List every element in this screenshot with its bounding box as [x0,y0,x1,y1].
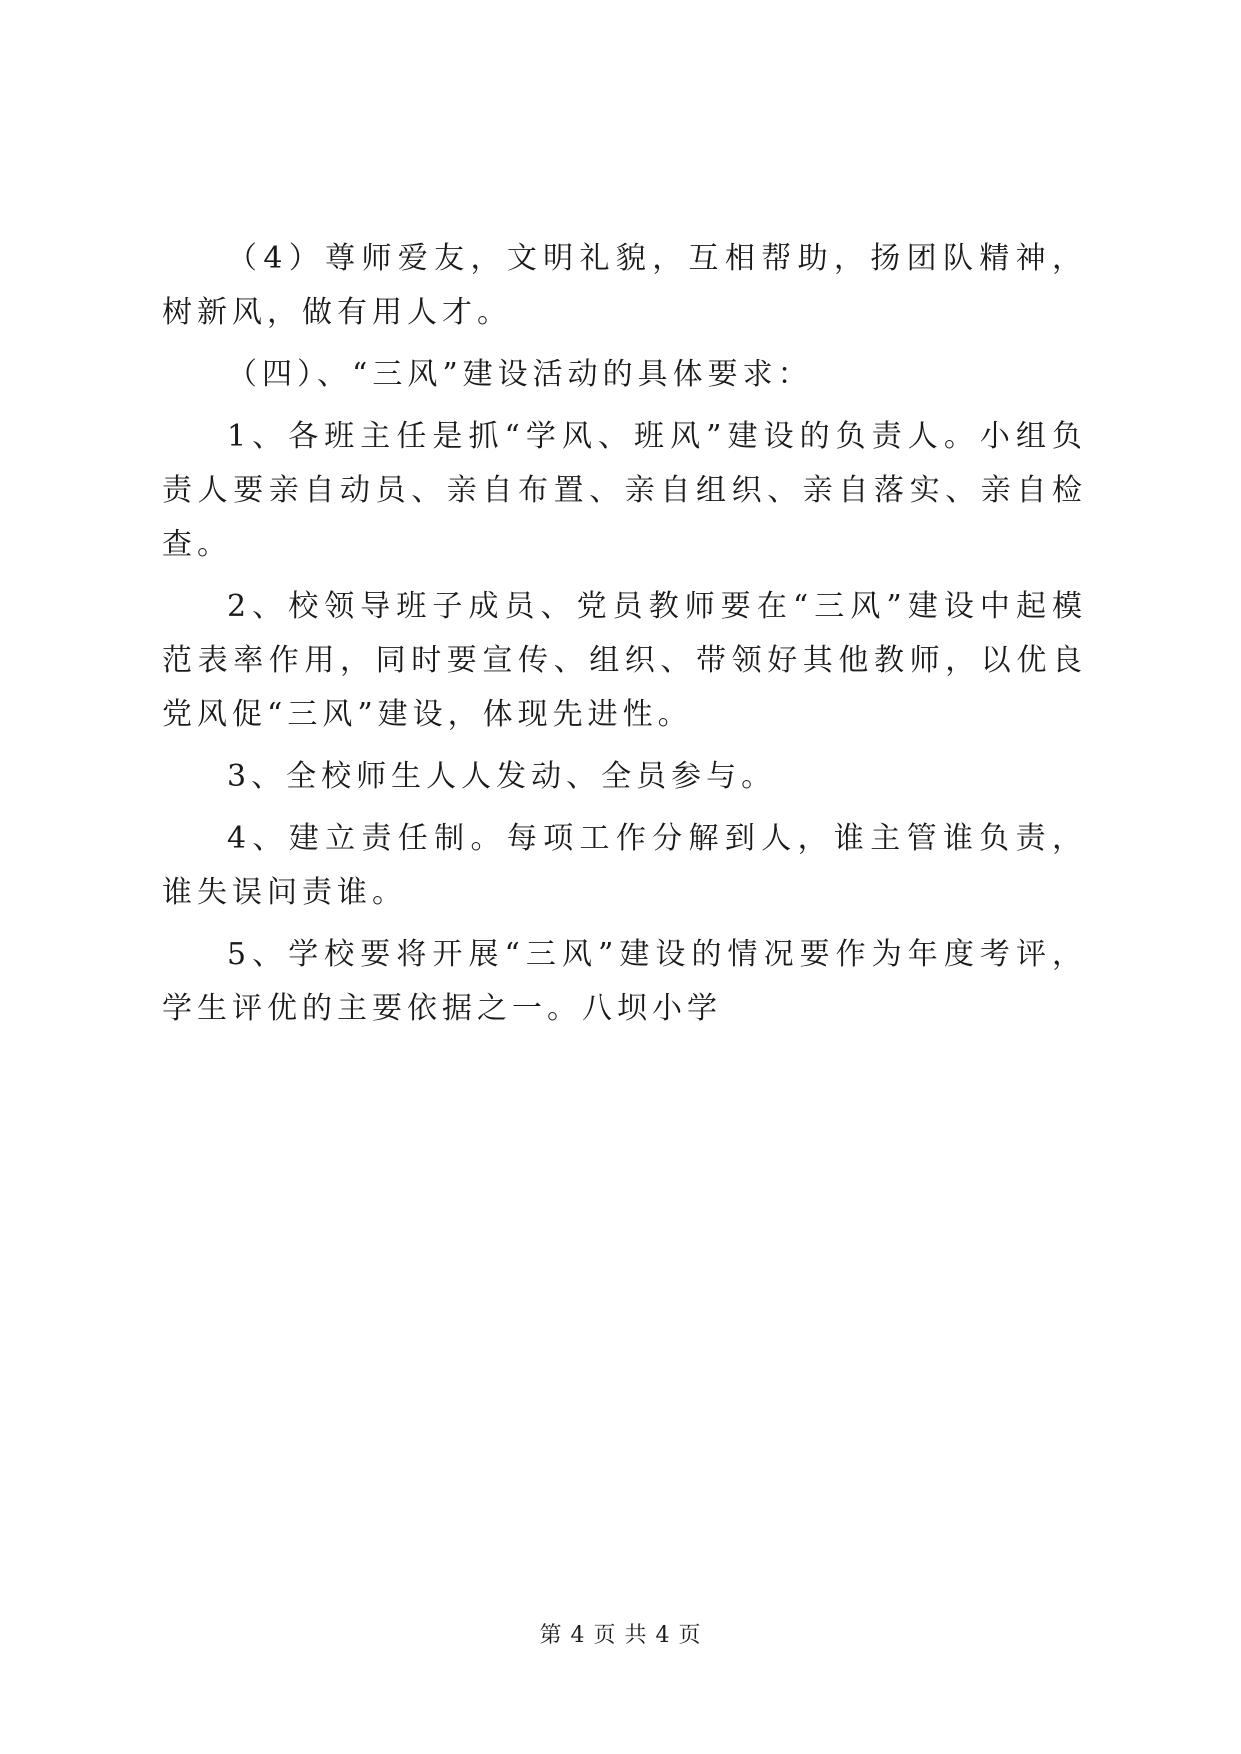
section-heading-requirements: （四）、“三风”建设活动的具体要求： [227,357,813,392]
page-number-footer: 第 4 页 共 4 页 [539,1623,702,1648]
paragraph-4-respect: （4）尊师爱友，文明礼貌，互相帮助，扬团队精神，树新风，做有用人才。 [162,241,1087,330]
document-body [162,232,1087,1044]
paragraph-requirement-2: 2、校领导班子成员、党员教师要在“三风”建设中起模范表率作用，同时要宣传、组织、带领好其他教师，以优良党风促“三风”建设，体现先进性。 [162,589,1087,732]
paragraph-requirement-5: 5、学校要将开展“三风”建设的情况要作为年度考评，学生评优的主要依据之一。八坝小学 [162,937,1087,1026]
paragraph-requirement-3: 3、全校师生人人发动、全员参与。 [227,759,777,794]
paragraph-requirement-4: 4、建立责任制。每项工作分解到人，谁主管谁负责，谁失误问责谁。 [162,821,1087,910]
paragraph-requirement-1: 1、各班主任是抓“学风、班风”建设的负责人。小组负责人要亲自动员、亲自布置、亲自组织、亲自落实、亲自检查。 [162,419,1087,562]
